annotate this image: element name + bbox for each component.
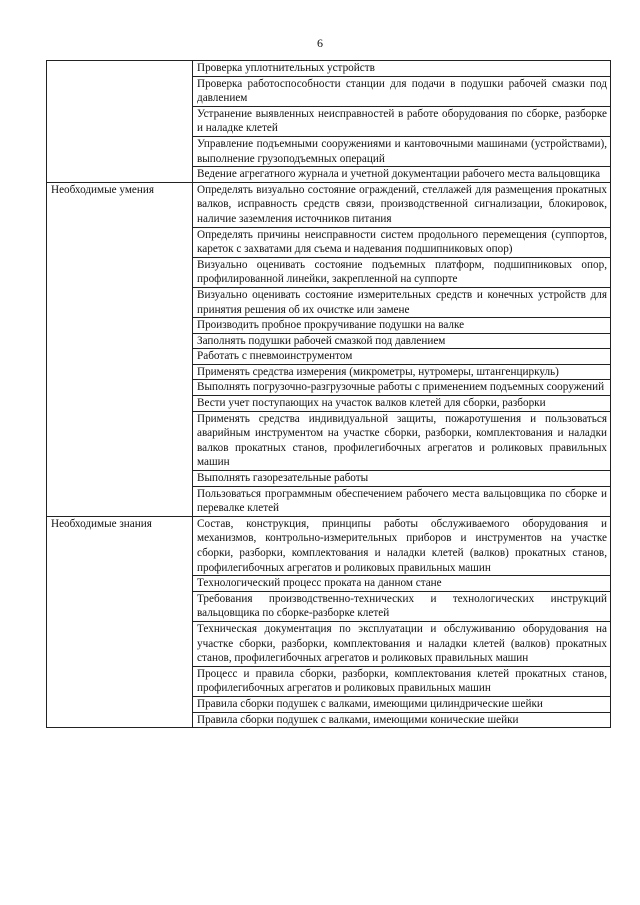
table-cell-item: Производить пробное прокручивание подушки на валке: [193, 318, 611, 334]
table-cell-item: Визуально оценивать состояние подъемных платформ, подшипниковых опор, профилированной линейки, закрепленной на суппорте: [193, 257, 611, 287]
table-cell-item: Требования производственно-технических и технологических инструкций вальцовщика по сборке-разборке клетей: [193, 591, 611, 621]
specification-table-body: [47, 61, 611, 728]
table-cell-item: Правила сборки подушек с валками, имеющими конические шейки: [193, 712, 611, 728]
table-row: [47, 182, 611, 227]
table-cell-item: Управление подъемными сооружениями и кантовочными машинами (устройствами), выполнение грузоподъемных операций: [193, 136, 611, 166]
table-cell-item: Правила сборки подушек с валками, имеющими цилиндрические шейки: [193, 696, 611, 712]
table-cell-item: Определять причины неисправности систем продольного перемещения (суппортов, кареток с захватами для съема и надевания подшипниковых опор): [193, 227, 611, 257]
table-cell-item: Выполнять погрузочно-разгрузочные работы с применением подъемных сооружений: [193, 380, 611, 396]
table-cell-item: Ведение агрегатного журнала и учетной документации рабочего места вальцовщика: [193, 167, 611, 183]
table-cell-item: Определять визуально состояние ограждений, стеллажей для размещения прокатных валков, исправность средств связи, производственной сигнализации, блокировок, наличие заземления источников питания: [193, 182, 611, 227]
table-cell-item: Техническая документация по эксплуатации и обслуживанию оборудования на участке сборки, разборки, комплектования и наладки клетей (валков) прокатных станов, профилегибочных агрегатов и роликовых правильных машин: [193, 621, 611, 666]
table-cell-item: Выполнять газорезательные работы: [193, 471, 611, 487]
table-row: [47, 516, 611, 575]
table-cell-item: Проверка уплотнительных устройств: [193, 61, 611, 77]
table-cell-item: Проверка работоспособности станции для подачи в подушки рабочей смазки под давлением: [193, 76, 611, 106]
section-label: Необходимые умения: [47, 182, 193, 516]
table-cell-item: Работать с пневмоинструментом: [193, 349, 611, 365]
table-cell-item: Технологический процесс проката на данном стане: [193, 576, 611, 592]
table-cell-item: Применять средства измерения (микрометры, нутромеры, штангенциркуль): [193, 364, 611, 380]
table-cell-item: Визуально оценивать состояние измерительных средств и конечных устройств для принятия решения об их очистке или замене: [193, 287, 611, 317]
section-label: [47, 61, 193, 183]
table-row: [47, 61, 611, 77]
page-number: 6: [317, 36, 323, 50]
section-label: Необходимые знания: [47, 516, 193, 727]
table-cell-item: Применять средства индивидуальной защиты, пожаротушения и пользоваться аварийным инструментом на участке сборки, разборки, комплектования и наладки валков прокатных станов, профилегибочных агрегатов и роликовых правильных машин: [193, 411, 611, 470]
specification-table: [46, 60, 611, 728]
table-cell-item: Вести учет поступающих на участок валков клетей для сборки, разборки: [193, 396, 611, 412]
table-cell-item: Устранение выявленных неисправностей в работе оборудования по сборке, разборке и наладке клетей: [193, 106, 611, 136]
table-cell-item: Пользоваться программным обеспечением рабочего места вальцовщика по сборке и перевалке клетей: [193, 486, 611, 516]
table-cell-item: Процесс и правила сборки, разборки, комплектования клетей прокатных станов, профилегибочных агрегатов и роликовых правильных машин: [193, 666, 611, 696]
table-cell-item: Заполнять подушки рабочей смазкой под давлением: [193, 333, 611, 349]
table-cell-item: Состав, конструкция, принципы работы обслуживаемого оборудования и механизмов, контрольно-измерительных приборов и инструментов на участке сборки, разборки, комплектования и наладки клетей (валков) прокатных станов, профилегибочных агрегатов и роликовых правильных машин: [193, 516, 611, 575]
